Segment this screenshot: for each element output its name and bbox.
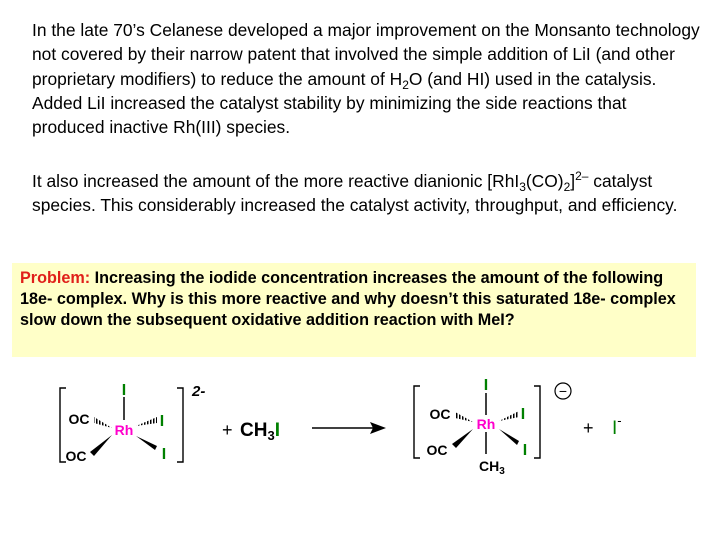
product-left-bracket (414, 386, 420, 458)
reactant-iodide-top: I (121, 382, 127, 399)
p2-text-c: ] (570, 171, 576, 191)
problem-box (12, 263, 696, 357)
reactant-iodide-right-upper: I (159, 413, 165, 430)
reactant-iodide-right-lower: I (161, 446, 167, 463)
reactant-hash-left-upper (94, 417, 112, 428)
product-carbonyl-upper: OC (429, 406, 451, 422)
methyl-iodide-sub: 3 (267, 428, 275, 443)
p2-text-b: (CO) (525, 171, 564, 191)
p2-superscript-charge: 2– (575, 169, 589, 183)
product-wedge-left-lower (452, 429, 473, 448)
iodide-byproduct (612, 413, 622, 439)
p2-text-d: catalyst species. This considerably increased the catalyst activity, throughput, and efficiency. (32, 171, 678, 216)
problem-label: Problem: (20, 269, 91, 287)
product-hash-right-upper (499, 411, 519, 421)
product-iodide-right-lower: I (522, 442, 528, 459)
problem-text: Increasing the iodide concentration increases the amount of the following 18e- complex. Why is this more reactive and why doesn’t this saturated 18e- complex slow down the subsequent oxidative addition reaction with MeI? (20, 269, 676, 330)
iodide-byproduct-charge: - (617, 413, 622, 428)
plus-sign-1: + (222, 420, 233, 440)
product-metal: Rh (476, 416, 496, 432)
p1-subscript: 2 (402, 77, 409, 92)
product-complex (414, 377, 571, 477)
product-hash-left-upper (455, 412, 473, 422)
p1-text-b: O (and HI) used in the catalysis. Added LiI increased the catalyst stability by minimizing the side reactions that produced inactive Rh(III) species. (32, 68, 657, 138)
product-methyl-sub: 3 (499, 466, 505, 477)
product-iodide-right-upper: I (520, 406, 526, 423)
paragraph-dianionic-catalyst (32, 169, 702, 218)
reactant-wedge-right-lower (136, 436, 157, 450)
product-wedge-right-lower (499, 429, 519, 445)
p1-text-a: In the late 70’s Celanese developed a major improvement on the Monsanto technology not covered by their narrow patent that involved the simple addition of LiI (and other proprietary modifiers) to reduce the amount of H (32, 20, 700, 89)
product-methyl-ch: CH (479, 458, 500, 474)
product-methyl (479, 458, 505, 477)
plus-sign-2: + (583, 418, 594, 438)
methyl-iodide-reagent (240, 420, 280, 443)
reactant-wedge-left-lower (90, 435, 112, 456)
product-charge: − (558, 383, 568, 399)
product-right-bracket (534, 386, 540, 458)
reactant-carbonyl-upper: OC (68, 411, 90, 427)
reactant-right-bracket (177, 388, 183, 462)
reaction-scheme (0, 360, 720, 530)
product-iodide-top: I (483, 377, 489, 394)
p2-subscript-1: 3 (519, 180, 526, 194)
paragraph-celanese-improvement (32, 18, 702, 139)
product-carbonyl-lower: OC (426, 442, 448, 458)
reactant-hash-right-upper (136, 417, 157, 426)
iodide-byproduct-symbol: I (612, 418, 618, 439)
methyl-iodide-ch: CH (240, 420, 268, 441)
reactant-charge: 2- (192, 383, 206, 400)
p2-subscript-2: 2 (563, 180, 571, 194)
reactant-complex (60, 382, 205, 464)
methyl-iodide-iodine: I (274, 420, 280, 441)
reaction-arrow (312, 422, 386, 434)
reactant-metal: Rh (114, 422, 134, 438)
p2-text-a: It also increased the amount of the more reactive dianionic [RhI (32, 171, 520, 191)
reactant-carbonyl-lower: OC (65, 448, 87, 464)
